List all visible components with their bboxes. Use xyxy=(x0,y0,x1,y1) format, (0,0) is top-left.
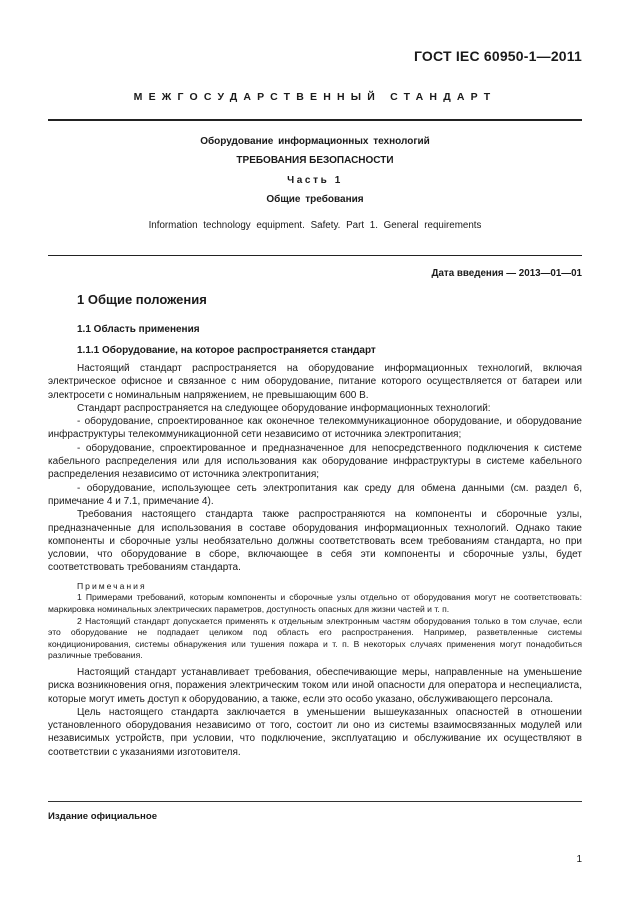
section-heading: 1 Общие положения xyxy=(77,292,207,307)
paragraph: Настоящий стандарт устанавливает требования, обеспечивающие меры, направленные на уменьшение риска возникновения огня, поражения электрическим током или иной опасности для оператора и неспециалиста, которые могут иметь доступ к оборудованию, а также, если это особо указано, обслуживающего персонала. xyxy=(48,666,582,705)
subsection-heading: 1.1 Область применения xyxy=(77,324,200,335)
footer-divider xyxy=(48,801,582,802)
list-item: - оборудование, использующее сеть электропитания как среду для обмена данными (см. раздел 6, примечание 4 и 7.1, примечание 4). xyxy=(48,482,582,507)
introduction-date: Дата введения — 2013—01—01 xyxy=(431,268,582,279)
paragraph: Стандарт распространяется на следующее оборудование информационных технологий: xyxy=(77,402,491,414)
notes-heading: Примечания xyxy=(77,580,147,591)
paragraph: Настоящий стандарт распространяется на оборудование информационных технологий, включая электрическое офисное и связанное с ним оборудование, питание которого осуществляется от батареи или электросети с номинальным напряжением, не превышающим 600 В. xyxy=(48,363,582,401)
title-line-2: ТРЕБОВАНИЯ БЕЗОПАСНОСТИ xyxy=(236,155,394,166)
interstate-standard-label: МЕЖГОСУДАРСТВЕННЫЙ СТАНДАРТ xyxy=(133,91,497,103)
standard-code: ГОСТ IEC 60950-1—2011 xyxy=(413,48,582,64)
document-body xyxy=(48,362,582,759)
top-divider xyxy=(48,119,582,121)
list-item: - оборудование, спроектированное и предназначенное для непосредственного подключения к системе кабельного распределения или для использования как оборудование инфраструктуры в системе кабельного распределения независимо от источника электропитания; xyxy=(48,442,582,481)
page-number: 1 xyxy=(576,854,582,865)
paragraph: Цель настоящего стандарта заключается в уменьшении вышеуказанных опасностей в отношении установленного оборудования независимо от того, состоит ли оно из системы взаимосвязанных модулей или независимых устройств, при условии, что подключение, эксплуатацию и обслуживание их осуществляют в соответствии с указаниями изготовителя. xyxy=(48,706,582,758)
note-item: 1 Примерами требований, которым компоненты и сборочные узлы отдельно от оборудования могут не соответствовать: маркировка номинальных электрических параметров, доступность опасных для жизни частей и т. п. xyxy=(48,592,582,614)
title-subtitle: Общие требования xyxy=(266,194,364,205)
title-line-1: Оборудование информационных технологий xyxy=(200,136,430,147)
clause-heading: 1.1.1 Оборудование, на которое распространяется стандарт xyxy=(77,345,376,356)
note-item: 2 Настоящий стандарт допускается применять к отдельным электронным частям оборудования только в том случае, если это оборудование не подпадает целиком под область его распространения. Например, разветвленные системы кондиционирования, системы обнаружения или тушения пожара и т. п. В некоторых случаях применения могут понадобиться различные требования. xyxy=(48,615,582,661)
list-item: - оборудование, спроектированное как оконечное телекоммуникационное оборудование, и оборудование инфраструктуры телекоммуникационной сети независимо от источника электропитания; xyxy=(48,416,582,441)
notes-block xyxy=(48,581,582,662)
official-edition-label: Издание официальное xyxy=(48,811,158,822)
paragraph: Требования настоящего стандарта также распространяются на компоненты и сборочные узлы, предназначенные для использования в составе оборудования информационных технологий. Однако такие компоненты и сборочные узлы необязательно должны соответствовать всем требованиям стандарта, но при условии, что оборудование в сборе, включающее в себя эти компоненты и сборочные узлы, будет соответствовать требованиям стандарта. xyxy=(48,509,582,574)
title-part: Часть 1 xyxy=(287,175,343,186)
title-english: Information technology equipment. Safety. Part 1. General requirements xyxy=(148,220,482,231)
title-divider xyxy=(48,255,582,256)
